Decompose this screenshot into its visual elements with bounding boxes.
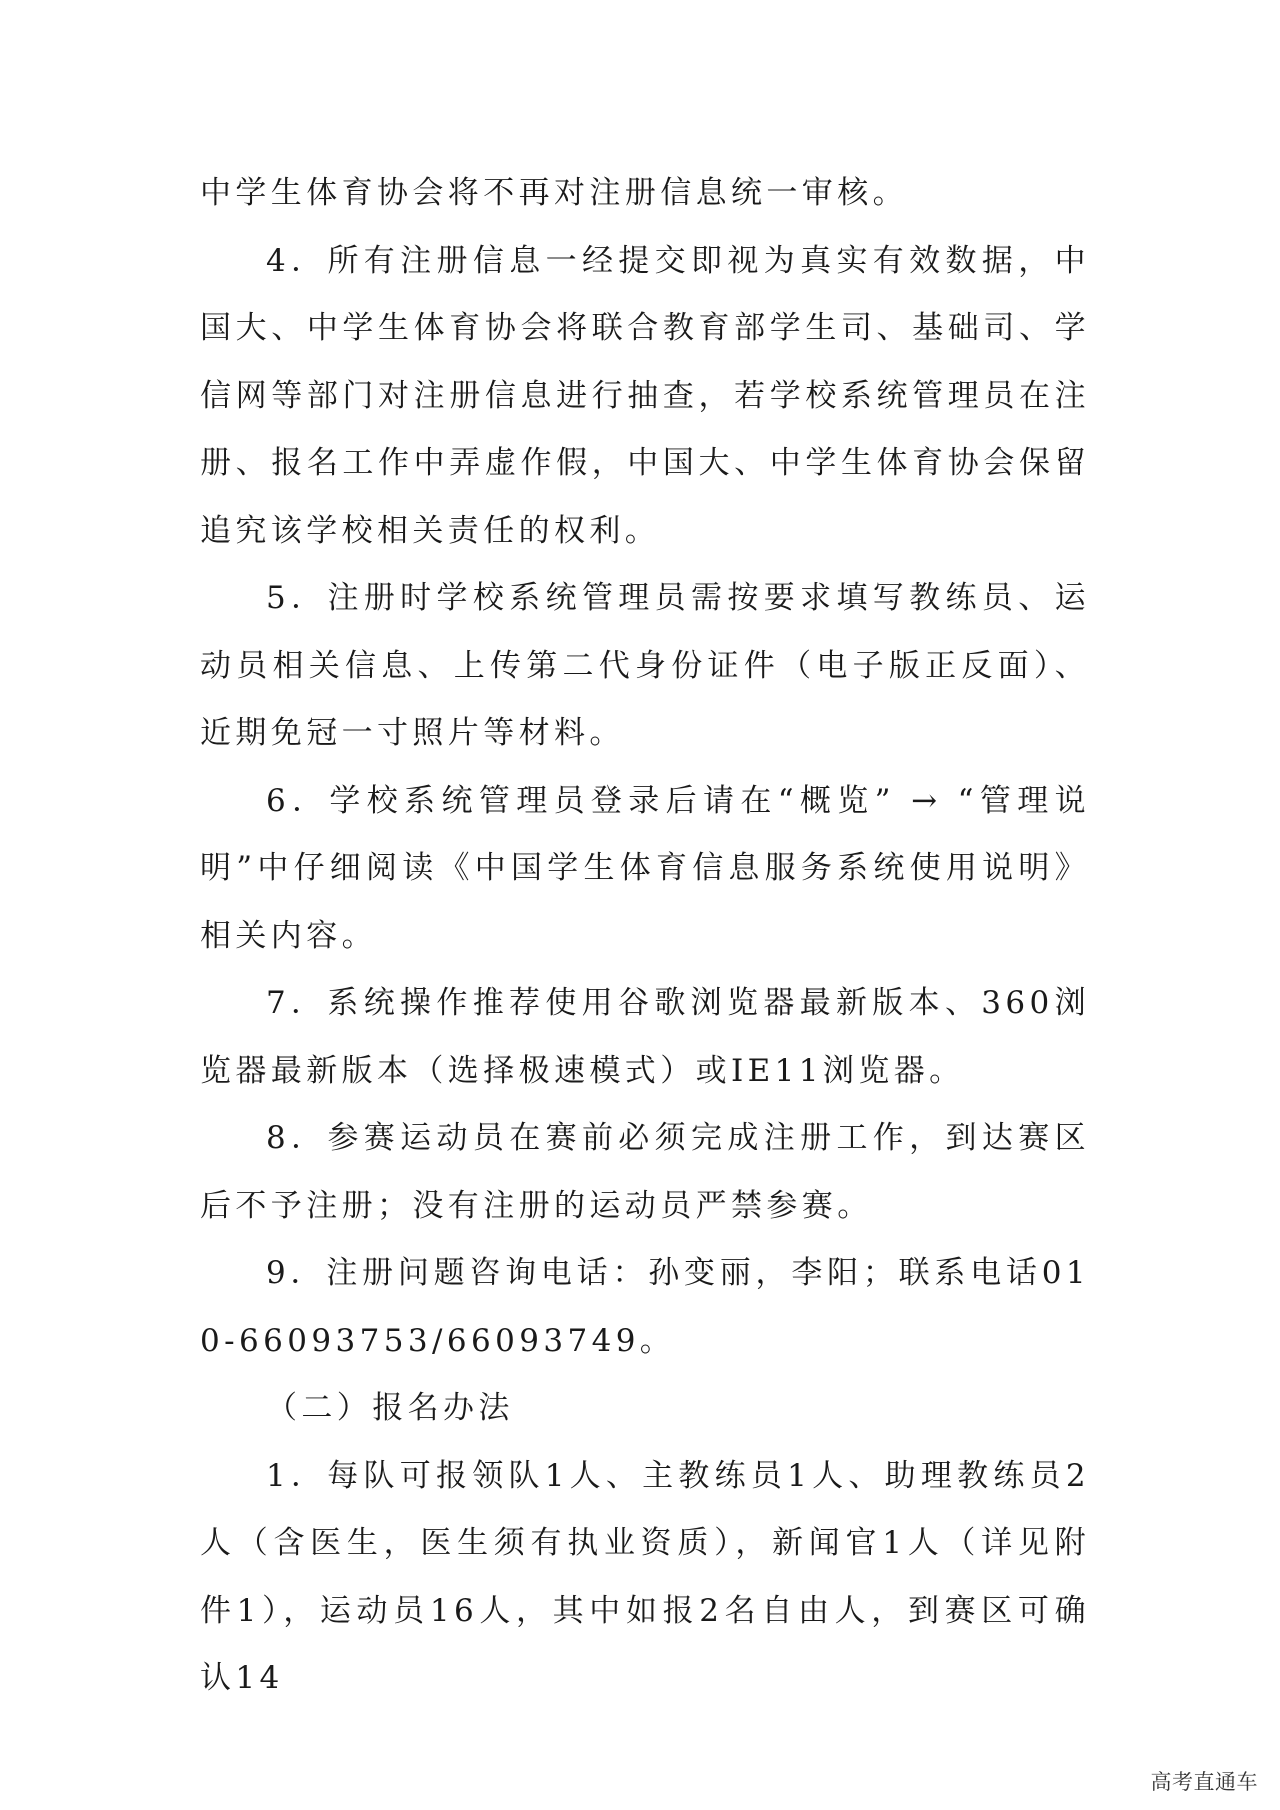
paragraph-item-8: 8．参赛运动员在赛前必须完成注册工作，到达赛区后不予注册；没有注册的运动员严禁参赛。 <box>200 1120 1090 1224</box>
watermark-label: 高考直通车 <box>1150 1770 1258 1794</box>
paragraph-item-6: 6．学校系统管理员登录后请在“概览” → “管理说明”中仔细阅读《中国学生体育信息服务系统使用说明》相关内容。 <box>200 782 1090 954</box>
paragraph-item-5: 5．注册时学校系统管理员需按要求填写教练员、运动员相关信息、上传第二代身份证件（电子版正反面）、近期免冠一寸照片等材料。 <box>200 580 1090 751</box>
paragraph-item-9: 9．注册问题咨询电话：孙变丽，李阳；联系电话010-66093753/66093749。 <box>200 1255 1090 1359</box>
paragraph-continuation: 中学生体育协会将不再对注册信息统一审核。 <box>200 175 908 211</box>
paragraph-registration-item-1: 1．每队可报领队1人、主教练员1人、助理教练员2人（含医生，医生须有执业资质），新闻官1人（详见附件1），运动员16人，其中如报2名自由人，到赛区可确认14 <box>200 1457 1090 1696</box>
document-page <box>200 160 1090 1713</box>
paragraph-item-4: 4．所有注册信息一经提交即视为真实有效数据，中国大、中学生体育协会将联合教育部学生司、基础司、学信网等部门对注册信息进行抽查，若学校系统管理员在注册、报名工作中弄虚作假，中国大、中学生体育协会保留追究该学校相关责任的权利。 <box>200 242 1090 549</box>
section-heading-registration-method: （二）报名办法 <box>266 1390 514 1426</box>
paragraph-item-7: 7．系统操作推荐使用谷歌浏览器最新版本、360浏览器最新版本（选择极速模式）或IE11浏览器。 <box>200 985 1090 1089</box>
